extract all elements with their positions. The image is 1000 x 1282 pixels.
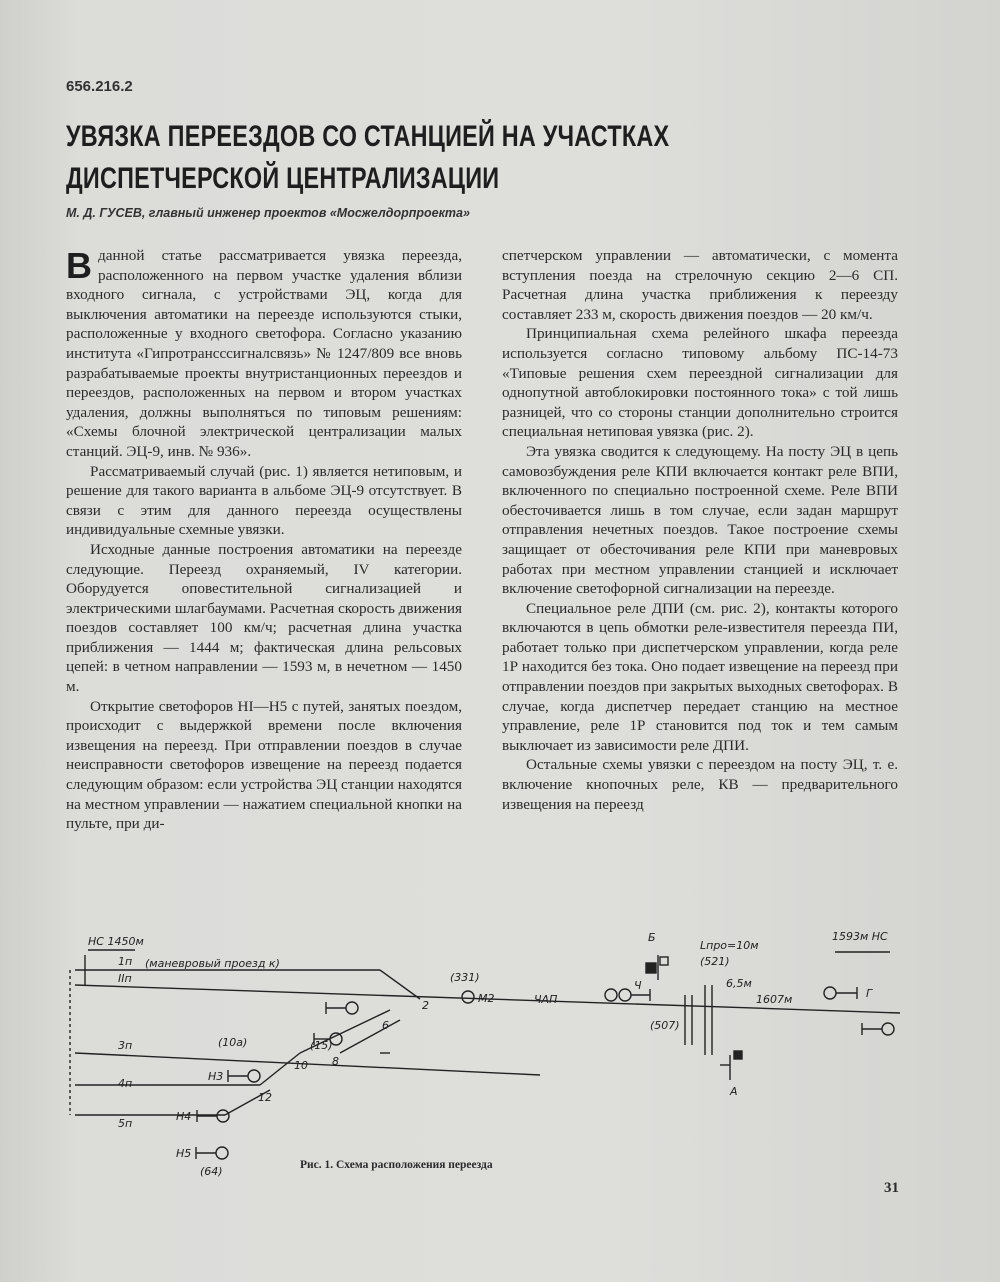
- label-switch-6: 6: [382, 1019, 389, 1032]
- left-column: [66, 246, 462, 834]
- paragraph: Остальные схемы увязки с переездом на посту ЭЦ, т. е. включение кнопочных реле, КВ — предварительного извещения на переезд: [502, 756, 898, 813]
- label-route-note: (маневровый прoезд к): [145, 957, 280, 970]
- label-15: (15): [310, 1039, 333, 1052]
- label-n4: Н4: [176, 1110, 192, 1123]
- title-line-2: ДИСПЕТЧЕРСКОЙ ЦЕНТРАЛИЗАЦИИ: [66, 162, 500, 195]
- label-521: (521): [700, 955, 730, 968]
- paragraph: Принципиальная схема релейного шкафа переезда используется согласно типовому альбому ПС-14-73 «Типовые решения схем переездной сигнализации для однопутной автоблокировки постоянного тока» с той лишь разницей, что со стороны станции дополнительно строится специальная нетиповая увязка (рис. 2).: [502, 325, 898, 441]
- paragraph: [66, 246, 462, 462]
- label-n5: Н5: [176, 1147, 192, 1160]
- label-chap: ЧАП: [534, 993, 558, 1006]
- label-track-4: 4п: [118, 1077, 133, 1090]
- paragraph: Открытие светофоров НI—Н5 с путей, занятых поездом, происходит с выдержкой времени после включения извещения на переезд. При отправлении поездов в случае неисправности светофоров извещение на переезд подается следующим образом: если устройства ЭЦ станции находятся на местном управлении — нажатием специальной кнопки на пульте, при ди-: [66, 697, 462, 833]
- figure-caption: Рис. 1. Схема расположения переезда: [300, 1159, 493, 1171]
- paragraph: спетчерском управлении — автоматически, с момента вступления поезда на стрелочную секцию 2—6 СП. Расчетная длина участка приближения к переезду составляет 233 м, скорость движения поездов — 20 км/ч.: [502, 247, 898, 323]
- label-track-2: IIп: [118, 972, 132, 985]
- label-b: Б: [648, 931, 656, 944]
- label-g: Г: [866, 987, 873, 1000]
- label-dist-65: 6,5м: [726, 977, 752, 990]
- label-m2: М2: [478, 992, 495, 1005]
- label-track-5: 5п: [118, 1117, 133, 1130]
- label-dist-1607: 1607м: [756, 993, 793, 1006]
- label-10a: (10а): [218, 1036, 248, 1049]
- label-track-1: 1п: [118, 955, 133, 968]
- paragraph: Исходные данные построения автоматики на переезде следующие. Переезд охраняемый, IV категории. Оборудуется оповестительной сигнализацией и электрическими шлагбаумами. Расчетная скорость движения поездов составляет 100 км/ч; расчетная длина участка приближения — 1444 м; фактическая длина рельсовых цепей: в четном направлении — 1593 м, в нечетном — 1450 м.: [66, 540, 462, 696]
- label-l-pr: Lпро=10м: [700, 939, 759, 952]
- label-switch-8: 8: [332, 1055, 339, 1068]
- author-line: М. Д. ГУСЕВ, главный инженер проектов «Мосжелдорпроекта»: [66, 206, 470, 220]
- label-331: (331): [450, 971, 480, 984]
- paragraph: Рассматриваемый случай (рис. 1) является нетиповым, и решение для такого варианта в альбоме ЭЦ-9 отсутствует. В связи с этим для данного переезда осуществлены индивидуальные схемные увязки.: [66, 462, 462, 539]
- label-a: А: [730, 1085, 738, 1098]
- label-hc-right: 1593м НС: [832, 930, 888, 943]
- label-64: (64): [200, 1165, 223, 1178]
- paragraph: Эта увязка сводится к следующему. На посту ЭЦ в цепь самовозбуждения реле КПИ включается контакт реле ВПИ, включенного по специально построенной схеме. Реле ВПИ обесточивается лишь в том случае, если задан маршрут отправления нечетных поездов. Такое построение схемы защищает от обесточивания реле КПИ при маневровых работах при местном управлении станцией и исключает включение светофорной сигнализации на переезде.: [502, 442, 898, 598]
- udc-code: 656.216.2: [66, 78, 133, 95]
- article-title: [66, 116, 752, 200]
- track-layout-figure: [60, 925, 910, 1195]
- label-track-3: 3п: [118, 1039, 133, 1052]
- label-507: (507): [650, 1019, 680, 1032]
- label-switch-2: 2: [422, 999, 429, 1012]
- right-column: [502, 246, 898, 814]
- label-switch-10: 10: [294, 1059, 308, 1072]
- paragraph: Специальное реле ДПИ (см. рис. 2), контакты которого включаются в цепь обмотки реле-извеcтителя переезда ПИ, работает только при диспетчерском управлении, когда реле 1Р находится без тока. Оно подает извещение на переезд при отправлении поездов при закрытых выходных светофорах. В случае, когда диспетчер передает станцию на местное управление, реле 1Р становится под ток и тем самым выключает из зависимости реле ДПИ.: [502, 599, 898, 754]
- label-switch-12: 12: [258, 1091, 272, 1104]
- title-line-1: УВЯЗКА ПЕРЕЕЗДОВ СО СТАНЦИЕЙ НА УЧАСТКАХ: [66, 120, 670, 153]
- paragraph-text: данной статье рассматривается увязка переезда, расположенного на первом участке удаления вблизи входного сигнала, с устройствами ЭЦ, когда для выключения автоматики на переезде используются стыки, расположенные у входного светофора. Согласно указанию института «Гипротрансссигналсвязь» № 1247/809 все вновь разрабатываемые проекты внутристанционных переездов и переездов, расположенных на первом и втором участках удаления, должны выполняться по типовым решениям: «Схемы блочной электрической централизации малых станций. ЭЦ-9, инв. № 936».: [66, 247, 462, 460]
- page-number: 31: [884, 1180, 899, 1196]
- label-ch4: Ч: [634, 979, 642, 992]
- label-hc-left: НС 1450м: [88, 935, 144, 948]
- label-n3: Н3: [208, 1070, 224, 1083]
- drop-cap: В: [66, 245, 92, 286]
